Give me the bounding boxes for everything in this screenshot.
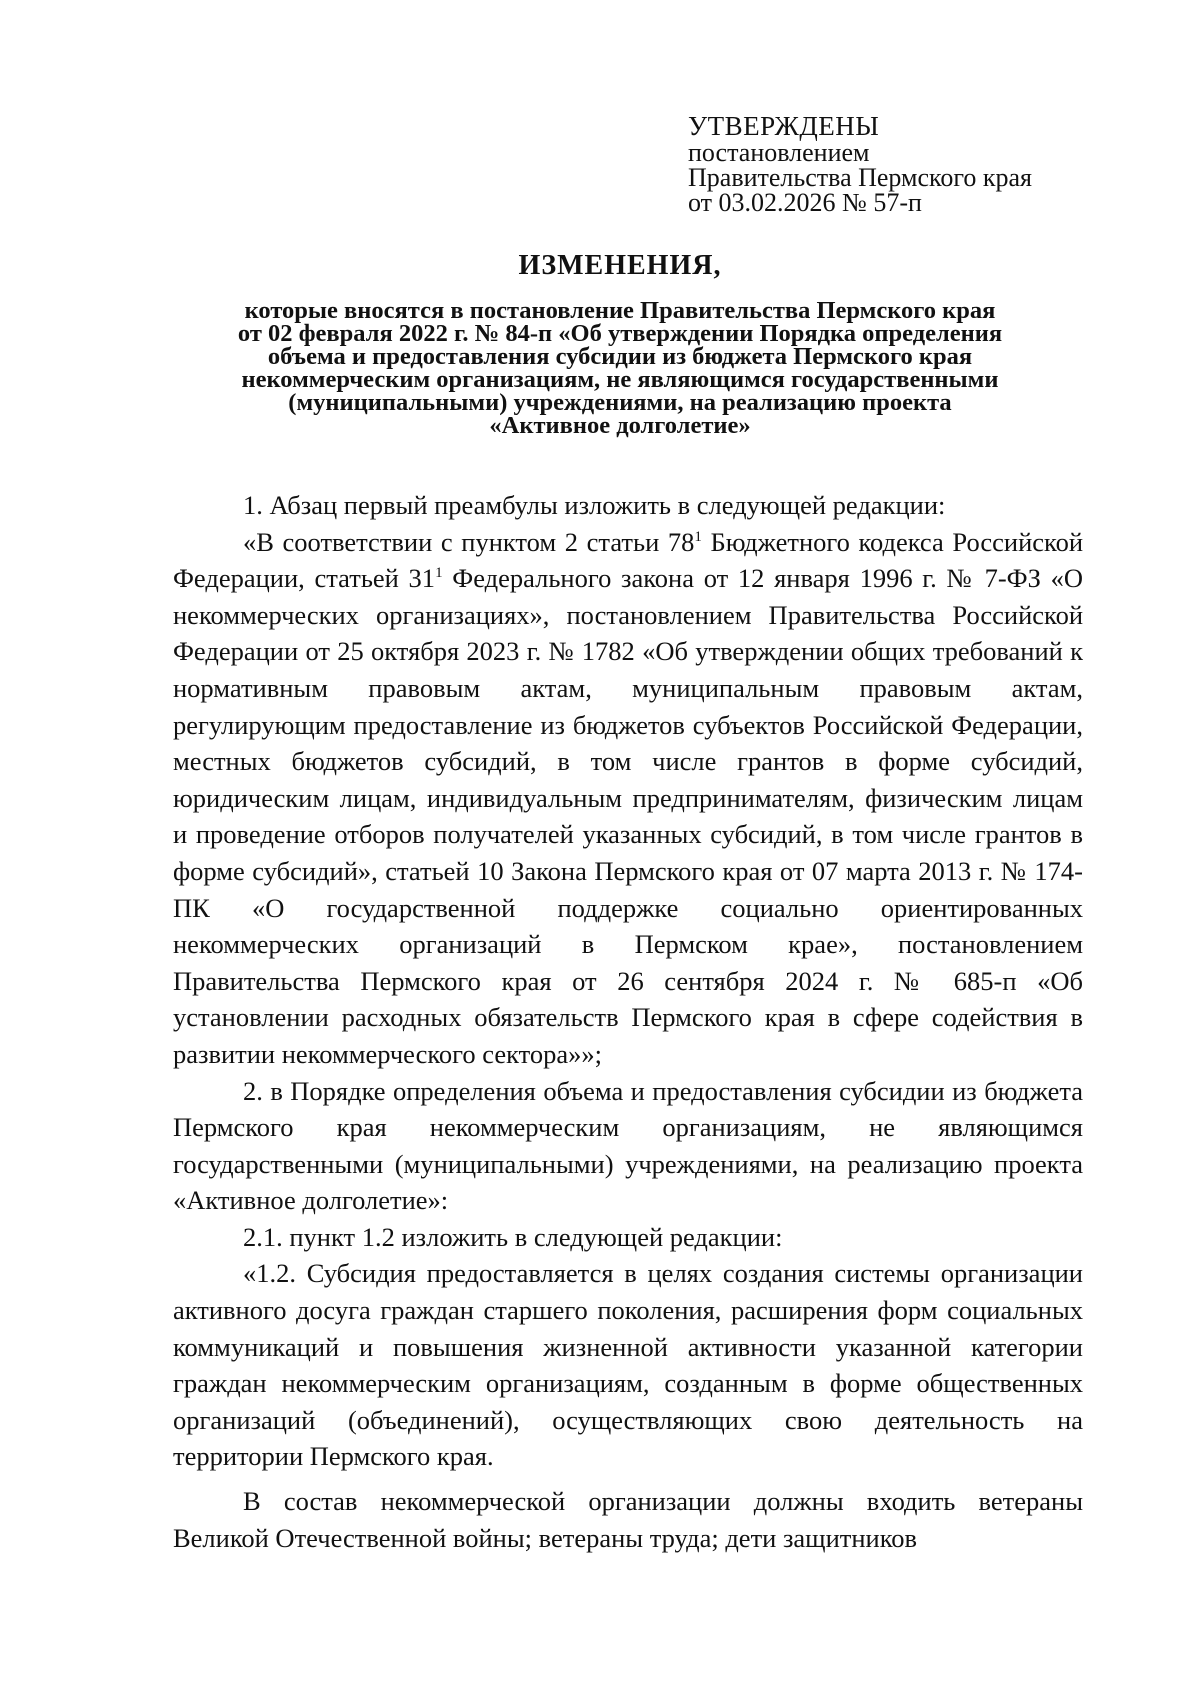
- superscript: 1: [435, 565, 443, 582]
- paragraph-2-part-c: Федерального закона от 12 января 1996 г. № 7-ФЗ «О некоммерческих организациях», постановлением Правительства Российской Федерации от 25 октября 2023 г. № 1782 «Об утверждении общих требований к нормативным правовым актам, муниципальным правовым актам, регулирующим предоставление из бюджетов субъектов Российской Федерации, местных бюджетов субсидий, в том числе грантов в форме субсидий, юридическим лицам, индивидуальным предпринимателям, физическим лицам и проведение отборов получателей указанных субсидий, в том числе грантов в форме субсидий», статьей 10 Закона Пермского края от 07 марта 2013 г. № 174-ПК «О государственной поддержке социально ориентированных некоммерческих организаций в Пермском крае», постановлением Правительства Пермского края от 26 сентября 2024 г. № 685-п «Об установлении расходных обязательств Пермского края в сфере содействия в развитии некоммерческого сектора»»;: [173, 563, 1083, 1069]
- subtitle-line: объема и предоставления субсидии из бюджета Пермского края: [267, 343, 973, 370]
- document-subtitle: [170, 299, 1070, 437]
- document-body: [173, 487, 1083, 1556]
- approval-line-2: Правительства Пермского края: [688, 163, 1032, 192]
- paragraph-2: [173, 524, 1083, 1073]
- paragraph-2-part-a: «В соответствии с пунктом 2 статьи 78: [243, 526, 695, 557]
- paragraph-1: 1. Абзац первый преамбулы изложить в следующей редакции:: [243, 490, 946, 520]
- paragraph-5: «1.2. Субсидия предоставляется в целях создания системы организации активного досуга граждан старшего поколения, расширения форм социальных коммуникаций и повышения жизненной активности указанной категории граждан некоммерческим организациям, созданным в форме общественных организаций (объединений), осуществляющих свою деятельность на территории Пермского края.: [173, 1258, 1083, 1472]
- approval-line-1: постановлением: [688, 138, 870, 167]
- subtitle-line: некоммерческим организациям, не являющимся государственными: [241, 366, 999, 393]
- paragraph-3: 2. в Порядке определения объема и предоставления субсидии из бюджета Пермского края некоммерческим организациям, не являющимся государственными (муниципальными) учреждениями, на реализацию проекта «Активное долголетие»:: [173, 1075, 1083, 1216]
- subtitle-line: «Активное долголетие»: [489, 412, 751, 439]
- superscript: 1: [694, 528, 702, 545]
- subtitle-line: (муниципальными) учреждениями, на реализацию проекта: [288, 389, 952, 416]
- approval-line-3: от 03.02.2026 № 57-п: [688, 188, 922, 217]
- paragraph-6: В состав некоммерческой организации должны входить ветераны Великой Отечественной войны; ветераны труда; дети защитников: [173, 1486, 1083, 1553]
- subtitle-line: от 02 февраля 2022 г. № 84-п «Об утверждении Порядка определения: [237, 320, 1003, 347]
- approval-stamp: [688, 112, 1108, 215]
- subtitle-line: которые вносятся в постановление Правительства Пермского края: [244, 297, 996, 324]
- approval-heading: УТВЕРЖДЕНЫ: [688, 111, 880, 141]
- document-title: ИЗМЕНЕНИЯ,: [518, 250, 722, 281]
- paragraph-4: 2.1. пункт 1.2 изложить в следующей редакции:: [243, 1221, 783, 1252]
- paragraph-2-part-b: Бюджетного кодекса Российской Федерации, статьей 31: [173, 526, 1084, 594]
